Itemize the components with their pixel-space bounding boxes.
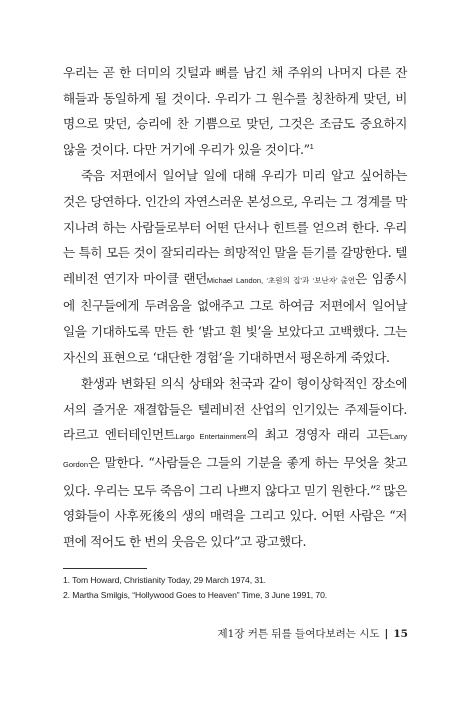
footnotes <box>63 573 423 603</box>
text-run: 많은 영화들이 사후死後의 생의 매력을 그리고 있다. 어떤 사람은 “저편에 적어도 한 번의 웃음은 있다”고 광고했다. <box>63 482 407 549</box>
inline-gloss: Largo Entertainment <box>175 432 247 442</box>
body-text <box>63 60 407 554</box>
footnote-divider <box>63 568 147 569</box>
paragraph <box>63 163 407 370</box>
paragraph <box>63 60 407 162</box>
footnote-1: 1. Tom Howard, Christianity Today, 29 March 1974, 31. <box>63 575 266 585</box>
inline-gloss: Michael Landon, ‘초원의 집’과 ‘보난자’ 출연 <box>206 275 356 285</box>
text-run: 은 임종시에 친구들에게 두려움을 없애주고 그로 하여금 저편에서 일어날 일을 기대하도록 만든 한 ‘밝고 흰 빛’을 보았다고 고백했다. 그는 자신의 표현으로 ‘대단한 경험’을 기대하면서 평온하게 죽었다. <box>63 270 407 365</box>
footnote-ref: 1 <box>309 141 314 151</box>
inline-gloss: Larry Gordon <box>63 432 407 469</box>
text-run: 우리는 곧 한 더미의 깃털과 뼈를 남긴 채 주위의 나머지 다른 잔해들과 동일하게 될 것이다. 우리가 그 원수를 칭찬하게 맞던, 비명으로 맞던, 승리에 찬 기쁨으로 맞던, 그것은 조금도 중요하지 않을 것이다. 다만 거기에 우리가 있을 것이다.” <box>63 65 407 157</box>
page-footer <box>218 626 409 641</box>
footnote-ref: 2 <box>376 482 380 492</box>
running-chapter-title: 제1장 커튼 뒤를 들여다보려는 시도 <box>217 628 380 640</box>
folio-separator: | <box>384 627 389 640</box>
text-run: 죽음 저편에서 일어날 일에 대해 우리가 미리 알고 싶어하는 것은 당연하다. 인간의 자연스러운 본성으로, 우리는 그 경계를 막 지나려 하는 사람들로부터 어떤 단서나 힌트를 얻으려 한다. 우리는 특히 모든 것이 잘되리라는 희망적인 말을 듣기를 갈망한다. 텔레비전 연기자 마이클 랜던 <box>63 168 407 286</box>
text-run: 은 말한다. “사람들은 그들의 기분을 좋게 하는 무엇을 찾고 있다. 우리는 모두 죽음이 그리 나쁘지 않다고 믿기 원한다.” <box>63 454 407 498</box>
text-run: 의 최고 경영자 래리 고든 <box>246 427 390 443</box>
paragraph <box>63 371 407 554</box>
page-number: 15 <box>393 627 408 640</box>
footnote-2: 2. Martha Smilgis, “Hollywood Goes to Heaven” Time, 3 June 1991, 70. <box>63 590 328 600</box>
text-run: 환생과 변화된 의식 상태와 천국과 같이 형이상학적인 장소에서의 즐거운 재결합들은 텔레비전 산업의 인기있는 주제들이다. 라르고 엔터테인먼트 <box>63 376 407 443</box>
